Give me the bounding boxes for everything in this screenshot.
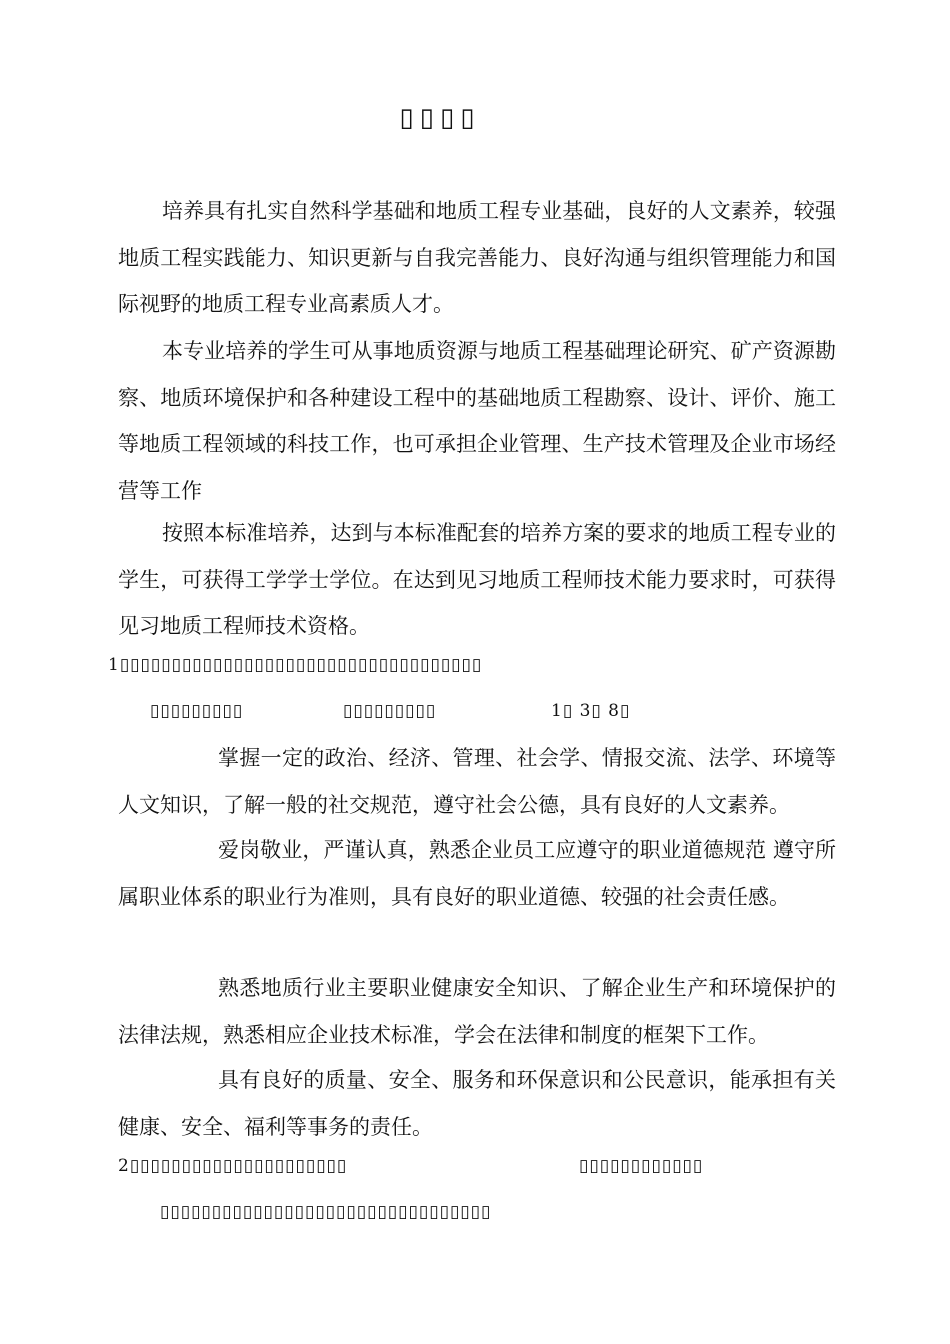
section-1-paragraph-4: 具有良好的质量、安全、服务和环保意识和公民意识，能承担有关健康、安全、福利等事务的责任。	[118, 1068, 836, 1139]
section-1-column-3: 1▯ 3▯ 8▯	[551, 701, 631, 721]
section-2-paragraph: ▯▯▯▯▯▯▯▯▯▯▯▯▯▯▯▯▯▯▯▯▯▯▯▯▯▯▯▯▯▯▯▯	[160, 1202, 492, 1222]
intro-paragraph-2: 本专业培养的学生可从事地质资源与地质工程基础理论研究、矿产资源勘察、地质环境保护和各种建设工程中的基础地质工程勘察、设计、评价、施工等地质工程领域的科技工作，也可承担企业管理、生产技术管理及企业市场经营等工作	[118, 339, 836, 503]
section-1-heading: 1▯▯▯▯▯▯▯▯▯▯▯▯▯▯▯▯▯▯▯▯▯▯▯▯▯▯▯▯▯▯▯▯▯▯▯	[108, 655, 483, 675]
section-1-paragraph-1: 掌握一定的政治、经济、管理、社会学、情报交流、法学、环境等人文知识，了解一般的社交规范，遵守社会公德，具有良好的人文素养。	[118, 746, 836, 817]
section-1-column-1: ▯▯▯▯▯▯▯▯▯	[150, 701, 244, 721]
section-2-heading: 2▯▯▯▯▯▯▯▯▯▯▯▯▯▯▯▯▯▯▯▯▯	[118, 1156, 348, 1176]
section-1-paragraph-2: 爱岗敬业，严谨认真，熟悉企业员工应遵守的职业道德规范 遵守所属职业体系的职业行为准则，具有良好的职业道德、较强的社会责任感。	[118, 838, 836, 909]
document-title: ▯▯▯▯	[399, 103, 481, 133]
section-1-column-2: ▯▯▯▯▯▯▯▯▯	[343, 701, 437, 721]
intro-paragraph-3: 按照本标准培养，达到与本标准配套的培养方案的要求的地质工程专业的学生，可获得工学学士学位。在达到见习地质工程师技术能力要求时，可获得见习地质工程师技术资格。	[118, 521, 836, 638]
section-1-paragraph-3: 熟悉地质行业主要职业健康安全知识、了解企业生产和环境保护的法律法规，熟悉相应企业技术标准，学会在法律和制度的框架下工作。	[118, 976, 836, 1047]
intro-paragraph-1: 培养具有扎实自然科学基础和地质工程专业基础，良好的人文素养，较强地质工程实践能力、知识更新与自我完善能力、良好沟通与组织管理能力和国际视野的地质工程专业高素质人才。	[118, 199, 836, 316]
section-2-heading-right: ▯▯▯▯▯▯▯▯▯▯▯▯	[579, 1156, 704, 1176]
